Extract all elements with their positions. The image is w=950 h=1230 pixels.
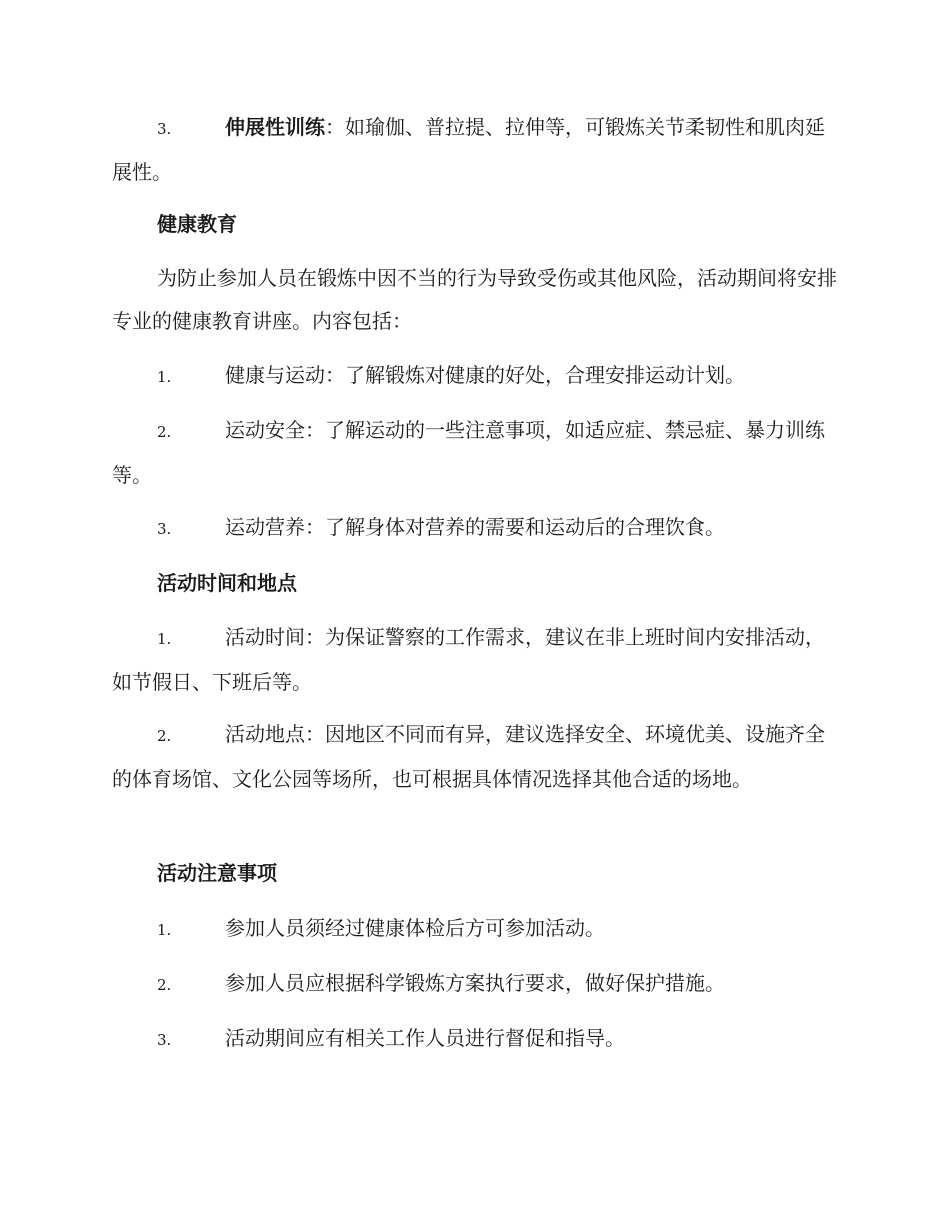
list-item-number: 2.	[157, 976, 172, 994]
section-heading-notes: 活动注意事项	[157, 861, 277, 885]
list-item-number: 3.	[157, 120, 172, 138]
list-item-text: 参加人员应根据科学锻炼方案执行要求，做好保护措施。	[225, 971, 725, 995]
list-item-exercise-nutrition	[112, 506, 837, 551]
list-item-activity-place	[112, 713, 837, 801]
list-item-activity-time	[112, 616, 837, 704]
list-item-number: 3.	[157, 520, 172, 538]
list-item-number: 1.	[157, 921, 172, 939]
list-item-text: 活动地点：因地区不同而有异，建议选择安全、环境优美、设施齐全的体育场馆、文化公园等场所，也可根据具体情况选择其他合适的场地。	[112, 722, 825, 791]
list-item-stretch-training	[112, 106, 837, 194]
list-item-health-check	[112, 907, 837, 952]
list-item-text: 运动安全：了解运动的一些注意事项，如适应症、禁忌症、暴力训练等。	[112, 418, 825, 487]
list-item-health-exercise	[112, 354, 837, 399]
list-item-number: 2.	[157, 727, 172, 745]
list-item-text: 活动期间应有相关工作人员进行督促和指导。	[225, 1026, 625, 1050]
health-education-intro: 为防止参加人员在锻炼中因不当的行为导致受伤或其他风险，活动期间将安排专业的健康教育讲座。内容包括：	[112, 266, 837, 333]
section-heading-time-place: 活动时间和地点	[157, 571, 297, 595]
list-item-text: 健康与运动：了解锻炼对健康的好处，合理安排运动计划。	[225, 363, 745, 387]
list-item-number: 1.	[157, 630, 172, 648]
list-item-text: 活动时间：为保证警察的工作需求，建议在非上班时间内安排活动，如节假日、下班后等。	[112, 625, 825, 694]
list-item-supervision	[112, 1017, 837, 1062]
list-item-bold-lead: 伸展性训练	[225, 115, 325, 139]
list-item-text: ：如瑜伽、普拉提、拉伸等，可锻炼关节柔韧性和肌肉延展性。	[112, 115, 825, 184]
list-item-text: 参加人员须经过健康体检后方可参加活动。	[225, 916, 605, 940]
list-item-exercise-safety	[112, 409, 837, 497]
list-item-number: 1.	[157, 368, 172, 386]
list-item-number: 3.	[157, 1031, 172, 1049]
section-heading-health-education: 健康教育	[157, 212, 237, 236]
list-item-protection	[112, 962, 837, 1007]
list-item-text: 运动营养：了解身体对营养的需要和运动后的合理饮食。	[225, 515, 725, 539]
list-item-number: 2.	[157, 423, 172, 441]
